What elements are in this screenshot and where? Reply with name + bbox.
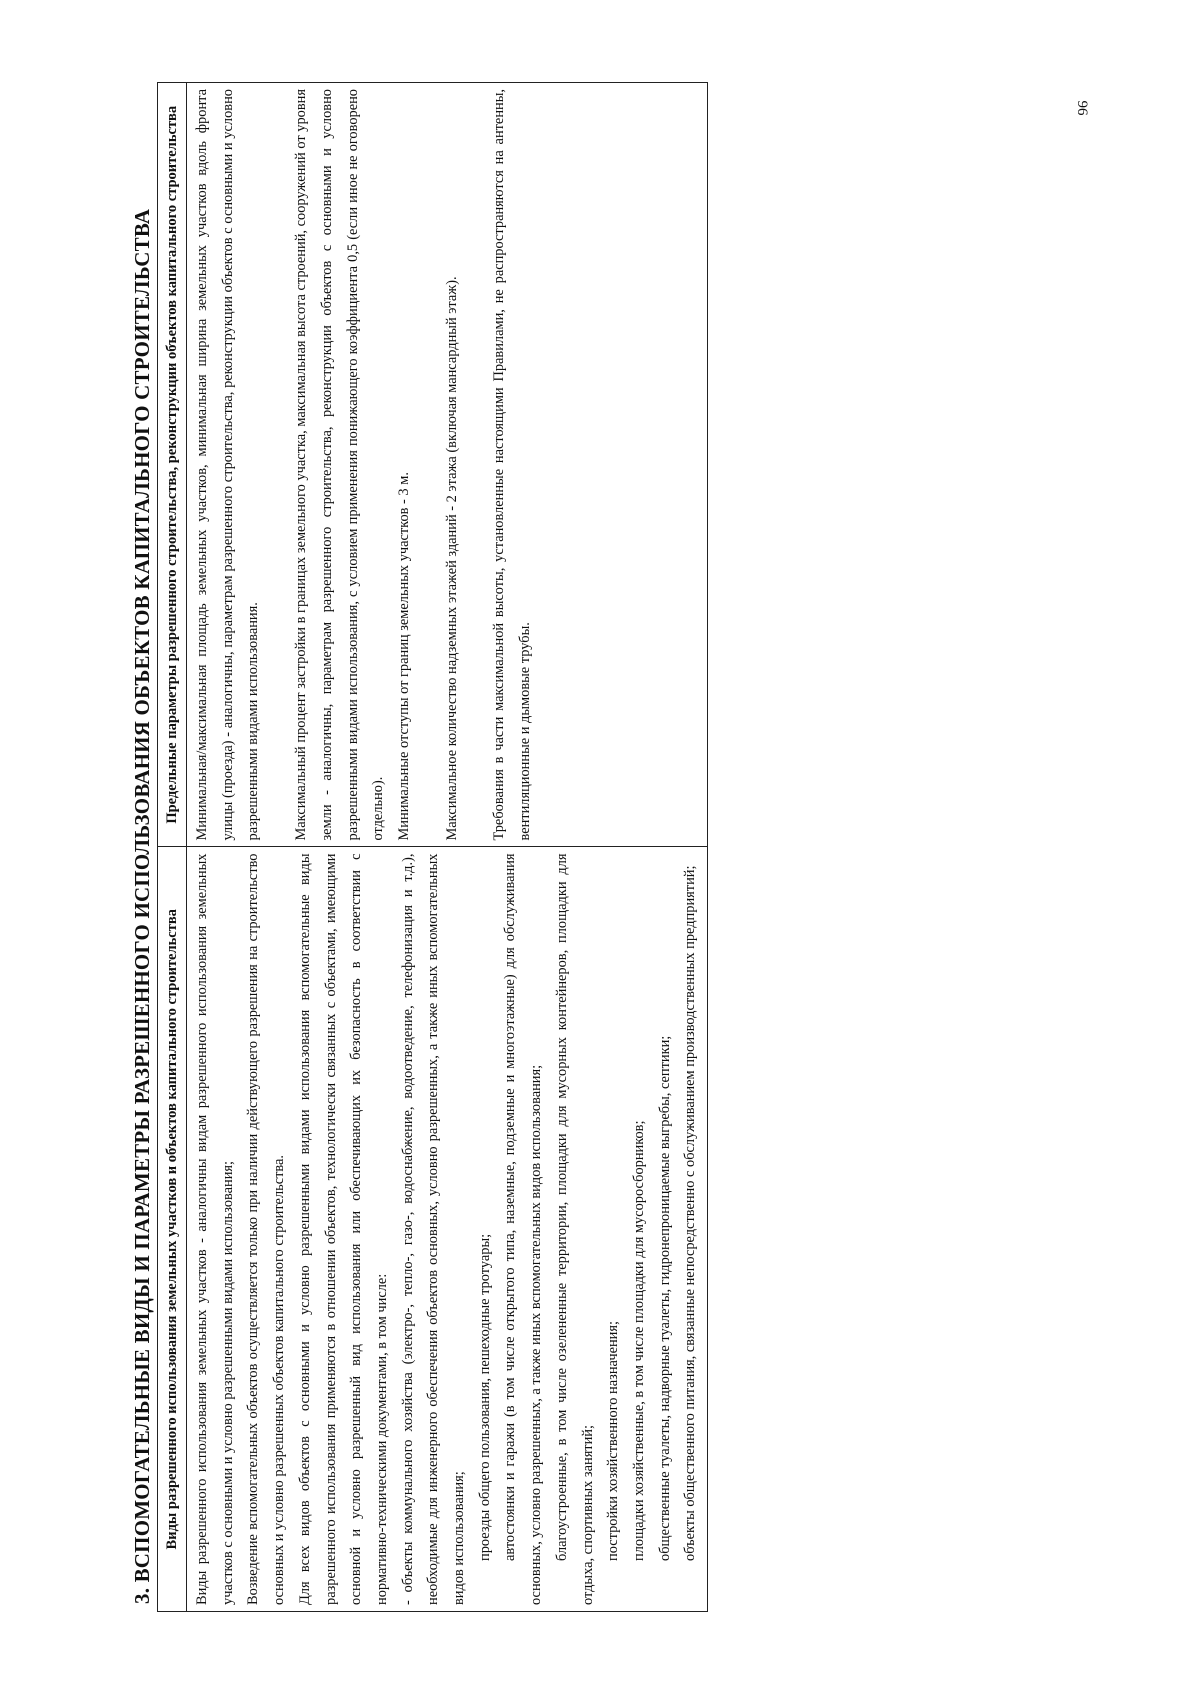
table-header-row (158, 83, 187, 1612)
list-item: проезды общего пользования, пешеходные тротуары; (476, 1233, 493, 1561)
page-number: 96 (1074, 100, 1091, 116)
list-item: объекты общественного питания, связанные непосредственно с обслуживанием производственных предприятий; (682, 865, 699, 1561)
rotated-page-content (130, 82, 1060, 1612)
construction-limits-cell (187, 83, 708, 848)
list-item: благоустроенные, в том числе озелененные территории, площадки для мусорных контейнеров, площадки для отдыха, спортивных занятий; (553, 853, 596, 1605)
paragraph: Возведение вспомогательных объектов осуществляется только при наличии действующего разрешения на строительство основных и условно разрешенных объектов капитального строительства. (245, 853, 288, 1605)
paragraph: Минимальные отступы от границ земельных участков - 3 м. (395, 472, 412, 841)
paragraph: Виды разрешенного использования земельных участков - аналогичны видам разрешенного использования земельных участков с основными и условно разрешенными видами использования; (194, 853, 236, 1605)
column-header-construction-limits: Предельные параметры разрешенного строительства, реконструкции объектов капитального строительства (158, 83, 187, 848)
list-item: общественные туалеты, надворные туалеты, гидронепроницаемые выгребы, септики; (656, 1035, 673, 1561)
paragraph: Максимальное количество надземных этажей зданий - 2 этажа (включая мансардный этаж). (443, 276, 460, 841)
list-item: постройки хозяйственного назначения; (605, 1321, 622, 1561)
table-row (187, 83, 708, 1612)
section-heading: 3. ВСПОМОГАТЕЛЬНЫЕ ВИДЫ И ПАРАМЕТРЫ РАЗРЕШЕННОГО ИСПОЛЬЗОВАНИЯ ОБЪЕКТОВ КАПИТАЛЬНОГО СТРОИТЕЛЬСТВА (130, 208, 154, 1604)
paragraph: Минимальная/максимальная площадь земельных участков, минимальная ширина земельных участков вдоль фронта улицы (проезда) - аналогичны, параметрам разрешенного строительства, реконструкции объектов с основными и условно разрешенными видами использования. (194, 89, 262, 841)
paragraph: Требования в части максимальной высоты, установленные настоящими Правилами, не распространяются на антенны, вентиляционные и дымовые трубы. (491, 89, 534, 841)
parameters-table (157, 82, 708, 1612)
paragraph: Для всех видов объектов с основными и условно разрешенными видами использования вспомогательные виды разрешенного использования применяются в отношении объектов, технологически связанных с объектами, имеющими основной и условно разрешенный вид использования или обеспечивающих их безопасность в соответствии с нормативно-техническими документами, в том числе: (296, 853, 390, 1605)
paragraph: - объекты коммунального хозяйства (электро-, тепло-, газо-, водоснабжение, водоотведение, телефонизация и т.д.), необходимые для инженерного обеспечения объектов основных, условно разрешенных, а также иных вспомогательных видов использования; (399, 853, 468, 1605)
list-item: автостоянки и гаражи (в том числе открытого типа, наземные, подземные и многоэтажные) для обслуживания основных, условно разрешенных, а также иных вспомогательных видов использования; (502, 853, 545, 1605)
list-item: площадки хозяйственные, в том числе площадки для мусоросборников; (630, 1120, 647, 1561)
paragraph: Максимальный процент застройки в границах земельного участка, максимальная высота строений, сооружений от уровня земли - аналогичны, параметрам разрешенного строительства, реконструкции объектов с основными и условно разрешенными видами использования, с условием применения понижающего коэффициента 0,5 (если иное не оговорено отдельно). (293, 89, 387, 841)
land-use-types-cell (187, 847, 708, 1612)
column-header-land-use-types: Виды разрешенного использования земельных участков и объектов капитального строительства (158, 847, 187, 1612)
